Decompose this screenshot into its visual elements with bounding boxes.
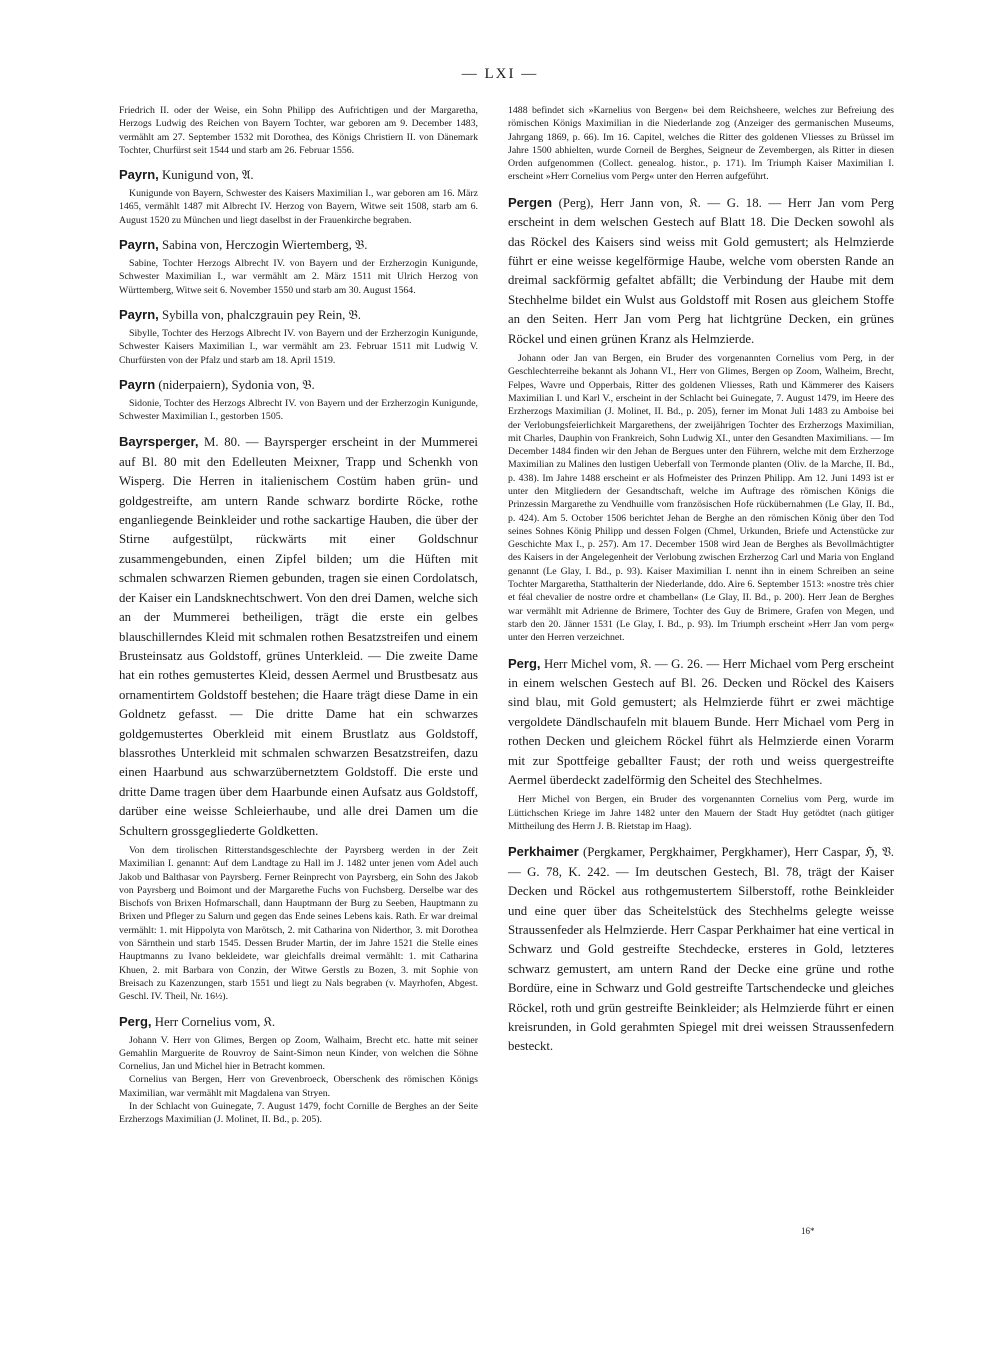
entry-title: Herr Cornelius vom, 𝔎. <box>151 1014 276 1029</box>
entry-title: (niderpaiern), Sydonia von, 𝔅. <box>155 377 315 392</box>
entry-note: Herr Michel von Bergen, ein Bruder des vorgenannten Cornelius vom Perg, wurde im Lüttichschen Kriege im Jahre 1482 unter den Mauern der Stadt Huy getödtet (nach gütiger Mittheilung des Herrn J. B. Rietstap im Haag). <box>508 794 894 832</box>
entry-body: Herr Michel vom, 𝔎. — G. 26. — Herr Michael vom Perg erscheint in einem welschen Gestech auf Bl. 26. Decken und Röckel des Kaisers sind blau, mit Gold gemustert; als Helmzierde führt er zwei mächtige vergoldete Dändlschaufeln mit blauem Bunde. Herr Michael vom Perg in rothen Decken und gleichem Röckel führt als Helmzierde einen Vorarm mit zur Spottfeige geballter Faust; der roth und weiss quergestreifte Aermel überdeckt zadelförmig den Scheitel des Stechhelmes. <box>508 656 894 787</box>
entry-title: Sabina von, Herczogin Wiertemberg, 𝔅. <box>158 238 368 253</box>
entry-sabina <box>119 236 478 297</box>
entry-perg-michel <box>508 654 894 834</box>
entry-sydonia <box>119 376 478 424</box>
entry-name: Pergen <box>508 194 553 210</box>
right-column <box>508 104 894 1060</box>
entry-name: Payrn <box>119 376 156 392</box>
entry-name: Bayrsperger, <box>119 434 199 450</box>
entry-body: M. 80. — Bayrsperger erscheint in der Mummerei auf Bl. 80 mit den Edelleuten Meixner, Trapp und Schenkh von Wisperg. Die Herren in italienischem Costüm haben grün- und goldgestreifte, am untern Rande schwarz bordirte Röcke, rothe enganliegende Beinkleider und rothe sackartige Hauben, die über der Stirne aufgestülpt, rückwärts mit einer Goldschnur zusammengebunden, einen Zipfel bilden; um die Hüften mit schmalen schwarzen Riemen gebunden, tragen sie einen Cordolatsch, der Kaiser ein Landsknechtschwert. Von den drei Damen, welche sich an der Mummerei betheiligen, trägt die erste ein gelbes blauschillerndes Kleid mit schmalen rothen Besatzstreifen und einem Brusteinsatz aus Goldstoff, grünes Unterkleid. — Die zweite Dame hat ein rothes gemustertes Kleid, dessen Aermel und Brustbesatz aus ornamentirtem Goldstoff bestehen; die Haare trägt diese Dame in ein Goldnetz gefasst. — Die dritte Dame hat ein schwarzes goldgemustertes Oberkleid mit einem Brustlatz aus Goldstoff, blassrothes Unterkleid mit schmalen schwarzen Besatzstreifen, dazu einen Haarbund aus schwarzübernetztem Goldstoff. Die erste und dritte Dame tragen über dem Haarbunde einen Aufsatz aus Goldstoff, darüber eine weisse Schleierhaube, und alle drei Damen um die Schultern grossgegliederte Goldketten. <box>119 435 478 838</box>
entry-name: Payrn, <box>119 306 159 322</box>
entry-name: Perkhaimer <box>508 844 579 860</box>
entry-kunigund <box>119 166 478 227</box>
entry-note: Sidonie, Tochter des Herzogs Albrecht IV. von Bayern und der Erzherzogin Kunigunde, Schwester Maximilian I., gestorben 1505. <box>119 397 478 423</box>
continuation-paragraph: 1488 befindet sich »Karnelius von Bergen« bei dem Reichsheere, welches zur Befreiung des römischen Königs Maximilian in die Niederlande zog (Anzeiger des germanischen Museums, Jahrgang 1869, p. 66). Im 16. Capitel, welches die Ritter des goldenen Vliesses zu Brüssel im Jahre 1500 abhielten, wurde Corneil de Berghes, Seigneur de Zevembergen, als Ritter in diesen Orden aufgenommen (Collect. genealog. histor., p. 171). Im Triumph Kaiser Maximilian I. erscheint »Herr Cornelius vom Perg« unter den Herren aufgeführt. <box>508 105 894 183</box>
entry-note: Cornelius van Bergen, Herr von Grevenbroeck, Oberschenk des römischen Königs Maximilian, war vermählt mit Magdalena van Stryen. <box>119 1074 478 1099</box>
entry-bayrsperger <box>119 432 478 1003</box>
entry-body: (Pergkamer, Pergkhaimer, Pergkhamer), Herr Caspar, ℌ, 𝔙. — G. 78, K. 242. — Im deutschen Gestech, Bl. 78, trägt der Kaiser Decken und Röckel aus rothgemustertem Silberstoff, rothe Beinkleider und eine quer über das Scheitelstück des Stechhelms gelegte weisse Straussenfeder als Helmzierde. Herr Caspar Perkhaimer hat eine vertical in Schwarz und Gold gestreifte Stechdecke, ersteres in Gold, letzteres schwarz gemustert, am untern Rand der Decke eine grüne und rothe Bordüre, eine in Schwarz und Gold gestreifte Tartschendecke und gleiches Röckel, roth und grün gestreifte Beinkleider; als Helmzierde führt er einen kreisrunden, in Gold gerahmten Spiegel mit drei weissen Straussenfedern besteckt. <box>508 845 894 1054</box>
entry-name: Payrn, <box>119 167 159 183</box>
entry-note: Johann V. Herr von Glimes, Bergen op Zoom, Walhaim, Brecht etc. hatte mit seiner Gemahlin Marguerite de Rouvroy de Saint-Simon neun Kinder, von welchen die Söhne Cornelius, Jan und Michel hier in Betracht kommen. <box>119 1034 478 1073</box>
entry-note: Von dem tirolischen Ritterstandsgeschlechte der Payrsberg werden in der Zeit Maximilian I. genannt: Auf dem Landtage zu Hall im J. 1482 unter jenen vom Adel auch Jakob und Balthasar von Payrsberg. Ferner Reinprecht von Payrsberg, ein Sohn des Jakob von Payrsberg und Boimont und der Margarethe Fuchs von Fuchsberg. Derselbe war des Bischofs von Brixen Hofmarschall, dann Hauptmann der Burg zu Seeben, Hauptmann zu Brixen und Pfleger zu Salurn und gegen das Ende seines Lebens kais. Rath. Er war dreimal vermählt: 1. mit Hippolyta von Marötsch, 2. mit Catharina von Niderthor, 3. mit Dorothea von Särnthein und starb 1545. Dessen Bruder Martin, der im Jahre 1521 die Stelle eines Hauptmanns zu Ivano bekleidete, war gleichfalls dreimal vermählt: 1. mit Catharina Khuen, 2. mit Barbara von Conzin, der Witwe Gerstls zu Bozen, 3. mit Sophie von Breisach zu Kazenzungen, starb 1551 und liegt zu Nals begraben (v. Mayrhofen, Abgest. Geschl. IV. Theil, Nr. 16½). <box>119 844 478 1003</box>
entry-pergen-jann <box>508 193 894 645</box>
entry-note: Kunigunde von Bayern, Schwester des Kaisers Maximilian I., war geboren am 16. März 1465, vermählt 1487 mit Albrecht IV. Herzog von Bayern, Witwe seit 1508, starb am 6. August 1520 zu München und liegt daselbst in der Frauenkirche begraben. <box>119 188 478 226</box>
entry-body: (Perg), Herr Jann von, 𝔎. — G. 18. — Herr Jan vom Perg erscheint in dem welschen Gestech auf Blatt 18. Die Decken sowohl als das Röckel des Kaisers sind weiss mit Gold gemustert; als Helmzierde führt er eine weisse kegelförmige Haube, welche vom obersten Rande an dreimal sackförmig gefaltet abfällt; die Verbindung der Haube mit dem Stechhelme bildet ein Wulst aus Goldstoff mit Rosen aus gleichem Stoffe an den Seiten. Herr Jan vom Perg hat lichtgrüne Decken, ein grünes Röckel und einen grünen Kranz als Helmzierde. <box>508 195 894 346</box>
entry-name: Perg, <box>508 655 541 671</box>
entry-note: Sibylle, Tochter des Herzogs Albrecht IV. von Bayern und der Erzherzogin Kunigunde, Schwester Kaisers Maximilian I., war vermählt am 23. Februar 1511 mit Ludwig V. Churfürsten von der Pfalz und starb am 18. April 1519. <box>119 327 478 366</box>
entry-note: Sabine, Tochter Herzogs Albrecht IV. von Bayern und der Erzherzogin Kunigunde, Schwester Maximilian I., war vermählt am 2. März 1511 mit Ulrich Herzog von Württemberg, Witwe seit 6. November 1550 und starb am 30. August 1564. <box>119 258 478 296</box>
entry-note: Johann oder Jan van Bergen, ein Bruder des vorgenannten Cornelius vom Perg, in der Geschlechterreihe bekannt als Johann VI., Herr von Glimes, Bergen op Zoom, Walheim, Brecht, Felpes, Wavre und Opperbais, Ritter des goldenen Vliesses, Rath und Kämmerer des Kaisers Maximilian I. und Karl V., erscheint in der Schlacht bei Guinegate, 7. August 1479, im Heere des Erzherzogs Maximilian (J. Molinet, II. Bd., p. 205), ferner im Monat Juli 1483 zu Amboise bei der Verlobungsfeierlichkeit Margarethens, der zweijährigen Tochter des Erzherzogs Maximilian, mit Charles, Dauphin von Frankreich, Sohn Ludwig XI., unter den Gesandten Maximilians. — Im December 1484 finden wir den Jehan de Bergues unter den Führern, welche mit dem Erzherzoge Maximilian zu Malines den lustigen Ueberfall von Termonde planten (Oliv. de la Marche, II. Bd., p. 438). Im Jahre 1488 erscheint er als Hofmeister des Prinzen Philipp. Am 12. Juni 1493 ist er unter den Mitgliedern der Gesandtschaft, welche im Auftrage des römischen Königs die Prinzessin Margarethe zu Vendhuille vom französischen Hofe rückübernahmen (Le Glay, II. Bd., p. 424). Am 5. October 1506 berichtet Jehan de Berghe an den römischen König über den Tod seines Sohnes König Philipp und dessen Folgen (Chmel, Urkunden, Briefe und Actenstücke zur Geschichte Max I., p. 257). Am 17. December 1508 wird Jean de Berghes als Bevollmächtigter des Kaisers in der Angelegenheit der Verlobung zwischen Erzherzog Carl und Maria von England genannt (Le Glay, I. Bd., p. 93). Kaiser Maximilian I. nennt ihn in einem Schreiben an seine Tochter Margaretha, Statthalterin der Niederlande, ddo. Aire 6. September 1513: »nostre très chier et féal chevalier de nostre ordre et chambellan« (Le Glay, II. Bd., p. 200). Herr Jean de Berghes war vermählt mit Adrienne de Brimere, Tochter des Guy de Brimere, Grafen von Megen, und starb den 20. Jänner 1531 (Le Glay, I. Bd., p. 93). Im Triumph erscheint »Herr Jan vom perg« unter den Herren verzeichnet. <box>508 353 894 644</box>
left-column <box>119 104 478 1127</box>
signature-mark: 16* <box>801 1226 815 1236</box>
entry-perg-cornelius <box>119 1013 478 1127</box>
page-number: — LXI — <box>461 66 539 82</box>
entry-sybilla <box>119 306 478 367</box>
entry-title: Sybilla von, phalczgrauin pey Rein, 𝔅. <box>158 307 361 322</box>
entry-name: Payrn, <box>119 237 159 253</box>
entry-note: In der Schlacht von Guinegate, 7. August 1479, focht Cornille de Berghes an der Seite Erzherzogs Maximilian (J. Molinet, II. Bd., p. 205). <box>119 1101 478 1126</box>
intro-paragraph: Friedrich II. oder der Weise, ein Sohn Philipp des Aufrichtigen und der Margaretha, Herzogs Ludwig des Reichen von Bayern Tochter, war geboren am 9. December 1483, vermählt am 27. September 1532 mit Dorothea, des Königs Christiern II. von Dänemark Tochter, Churfürst seit 1544 und starb am 26. Februar 1556. <box>119 105 478 156</box>
entry-perkhaimer <box>508 842 894 1056</box>
entry-title: Kunigund von, 𝔄. <box>158 168 254 183</box>
entry-name: Perg, <box>119 1013 152 1029</box>
